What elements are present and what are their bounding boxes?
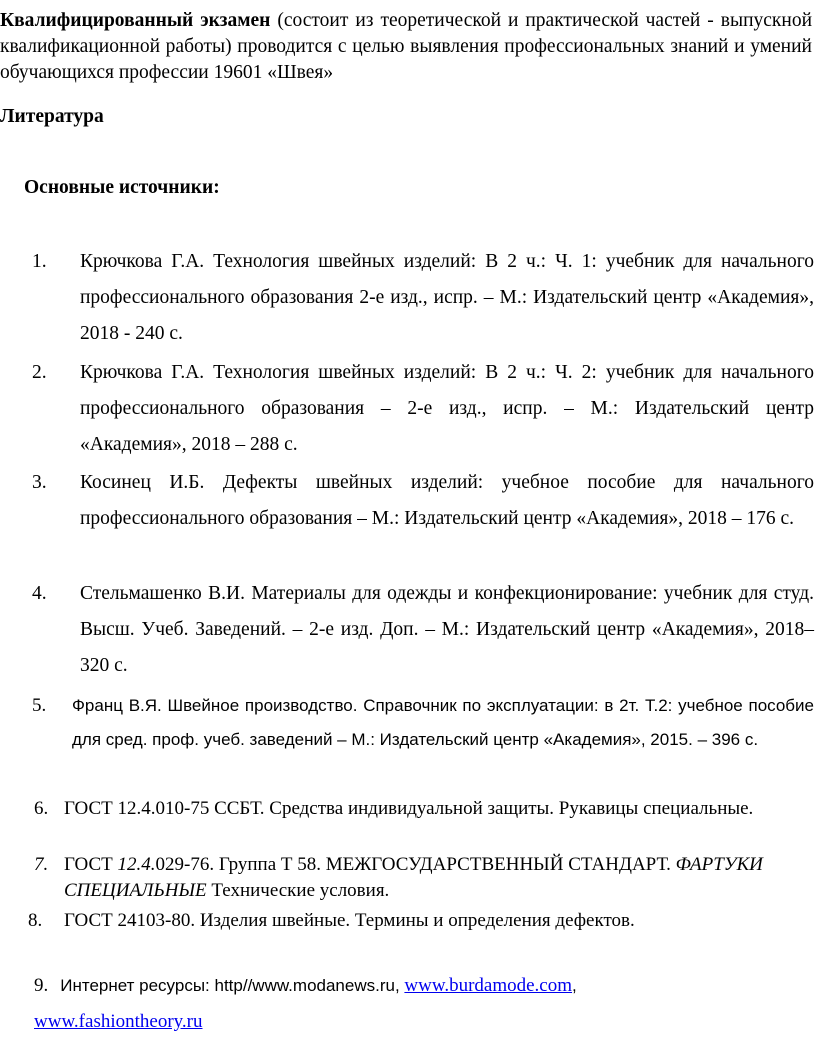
reference-number: 4.: [32, 583, 47, 604]
heading-literature: Литература: [0, 106, 104, 127]
reference-number: 7.: [34, 854, 49, 875]
reference-text: Крючкова Г.А. Технология швейных изделий: В 2 ч.: Ч. 1: учебник для начального профессионального образования 2-е изд., испр. – М.: Издательский центр «Академия», 2018 - 240 с.: [80, 251, 814, 344]
heading-main-sources: Основные источники:: [24, 177, 220, 198]
reference-number: 9.: [34, 975, 49, 996]
reference-text: Стельмашенко В.И. Материалы для одежды и конфекционирование: учебник для студ. Высш. Учеб. Заведений. – 2-е изд. Доп. – М.: Издательский центр «Академия», 2018– 320 с.: [80, 583, 814, 676]
internet-label: Интернет ресурсы: http//www.modanews.ru,: [60, 976, 405, 995]
separator-comma: ,: [572, 976, 577, 995]
internet-resources: [34, 975, 577, 997]
reference-number: 8.: [28, 910, 43, 931]
fashiontheory-link[interactable]: www.fashiontheory.ru: [34, 1011, 203, 1032]
gost-code-italic: 12.4.: [117, 854, 156, 875]
intro-bold: Квалифицированный экзамен: [0, 10, 271, 31]
reference-number: 1.: [32, 251, 47, 272]
reference-text: Крючкова Г.А. Технология швейных изделий: В 2 ч.: Ч. 2: учебник для начального профессионального образования – 2-е изд., испр. – М.: Издательский центр «Академия», 2018 – 288 с.: [80, 362, 814, 455]
gost-prefix: ГОСТ: [64, 854, 118, 875]
intro-paragraph: [0, 8, 812, 86]
reference-number: 6.: [34, 798, 49, 819]
reference-text: Франц В.Я. Швейное производство. Справочник по эксплуатации: в 2т. Т.2: учебное пособие для сред. проф. учеб. заведений – М.: Издательский центр «Академия», 2015. – 396 с.: [72, 696, 814, 749]
reference-text: ГОСТ 24103-80. Изделия швейные. Термины и определения дефектов.: [64, 910, 635, 931]
gost-suffix: Технические условия.: [206, 880, 390, 901]
gost-body: 029-76. Группа Т 58. МЕЖГОСУДАРСТВЕННЫЙ СТАНДАРТ.: [155, 854, 676, 875]
reference-text: ГОСТ 12.4.010-75 ССБТ. Средства индивидуальной защиты. Рукавицы специальные.: [64, 798, 754, 819]
intro-text: (состоит из теоретической и практической частей - выпускной квалификационной работы) проводится с целью выявления профессиональных знаний и умений обучающихся профессии 19601 «Швея»: [0, 10, 813, 83]
reference-text: [64, 852, 804, 904]
gost-title-italic: ФАРТУКИ СПЕЦИАЛЬНЫЕ: [64, 854, 763, 901]
reference-number: 3.: [32, 472, 47, 493]
reference-number: 5.: [32, 695, 47, 716]
burdamode-link[interactable]: www.burdamode.com: [404, 975, 573, 996]
reference-number: 2.: [32, 362, 47, 383]
reference-text: Косинец И.Б. Дефекты швейных изделий: учебное пособие для начального профессионального образования – М.: Издательский центр «Академия», 2018 – 176 с.: [80, 472, 814, 529]
